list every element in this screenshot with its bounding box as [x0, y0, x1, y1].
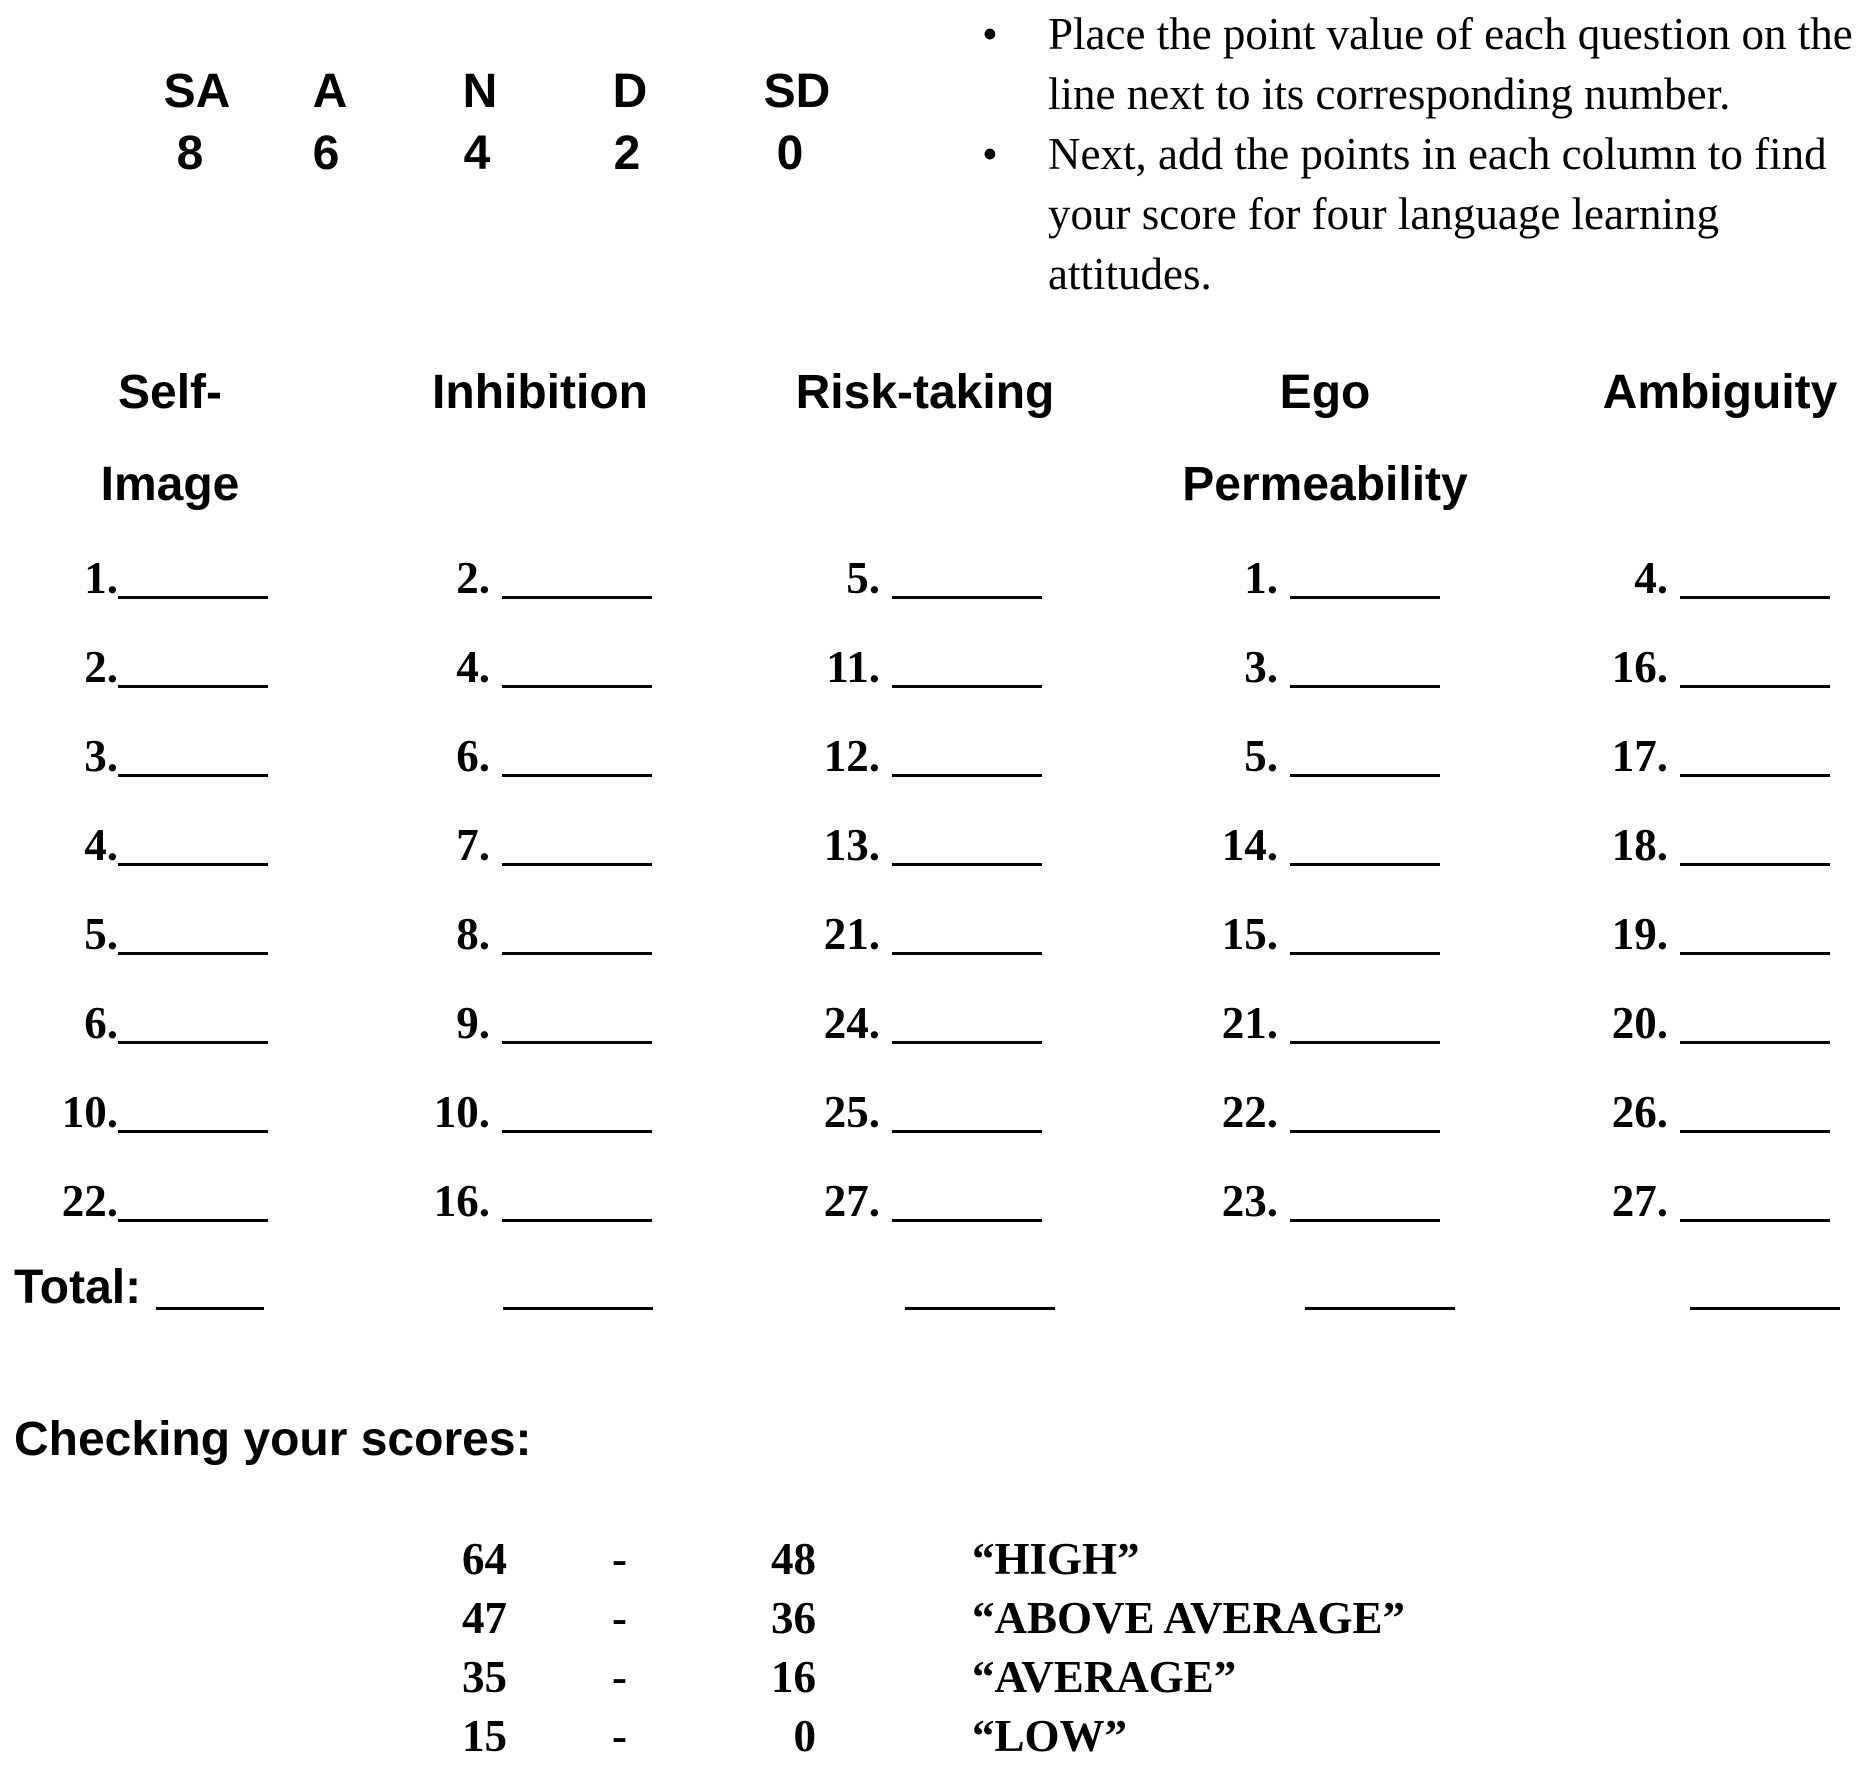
- range-dash: -: [612, 1534, 627, 1584]
- answer-blank[interactable]: [118, 1090, 268, 1133]
- answer-row-risk-taking: [800, 730, 1042, 782]
- range-low-value: 0: [793, 1711, 816, 1761]
- answer-row-ego-permeability: [1200, 819, 1440, 871]
- category-heading-ambiguity: [1570, 347, 1870, 439]
- answer-row-inhibition: [420, 730, 652, 782]
- answer-blank[interactable]: [502, 912, 652, 955]
- answer-blank[interactable]: [118, 1179, 268, 1222]
- answer-blank[interactable]: [892, 1090, 1042, 1133]
- question-number: 6.: [456, 731, 490, 781]
- answer-blank[interactable]: [118, 912, 268, 955]
- answer-blank[interactable]: [1680, 1179, 1830, 1222]
- total-blank-self-image[interactable]: [156, 1303, 264, 1310]
- answer-blank[interactable]: [118, 556, 268, 599]
- answer-row-ego-permeability: [1200, 1175, 1440, 1227]
- answer-row-risk-taking: [800, 1175, 1042, 1227]
- question-number: 16.: [433, 1176, 490, 1226]
- answer-row-ambiguity: [1590, 641, 1830, 693]
- answer-blank[interactable]: [892, 912, 1042, 955]
- scale-label-sa: SA: [163, 65, 231, 118]
- answer-blank[interactable]: [502, 734, 652, 777]
- question-number: 11.: [826, 642, 880, 692]
- checking-scores-title: Checking your scores:: [14, 1413, 532, 1466]
- category-heading-risk-taking: [770, 347, 1080, 439]
- category-heading-line1: Ego: [1279, 366, 1371, 419]
- total-blank-ambiguity[interactable]: [1690, 1303, 1840, 1310]
- total-blank-inhibition[interactable]: [503, 1303, 653, 1310]
- question-number: 1.: [1244, 553, 1278, 603]
- answer-row-inhibition: [420, 819, 652, 871]
- answer-blank[interactable]: [502, 556, 652, 599]
- scale-point-d: 2: [613, 127, 641, 180]
- answer-row-self-image: [60, 641, 268, 693]
- answer-row-risk-taking: [800, 819, 1042, 871]
- question-number: 24.: [823, 998, 880, 1048]
- answer-row-ego-permeability: [1200, 552, 1440, 604]
- category-heading-line1: Risk-taking: [795, 366, 1055, 419]
- answer-blank[interactable]: [892, 645, 1042, 688]
- question-number: 4.: [456, 642, 490, 692]
- question-number: 27.: [1611, 1176, 1668, 1226]
- answer-row-ambiguity: [1590, 819, 1830, 871]
- range-dash: -: [612, 1711, 627, 1761]
- instruction-text: Place the point value of each question on the line next to its corresponding number.: [1048, 9, 1853, 119]
- scale-point-a: 6: [312, 127, 340, 180]
- question-number: 4.: [1634, 553, 1668, 603]
- answer-row-inhibition: [420, 997, 652, 1049]
- answer-blank[interactable]: [502, 645, 652, 688]
- answer-blank[interactable]: [892, 823, 1042, 866]
- question-number: 7.: [456, 820, 490, 870]
- question-number: 10.: [433, 1087, 490, 1137]
- question-number: 5.: [846, 553, 880, 603]
- range-high-value: 64: [462, 1534, 507, 1584]
- answer-blank[interactable]: [892, 1179, 1042, 1222]
- answer-row-risk-taking: [800, 641, 1042, 693]
- category-heading-line1: Inhibition: [432, 366, 648, 419]
- answer-row-self-image: [60, 1175, 268, 1227]
- question-number: 19.: [1611, 909, 1668, 959]
- answer-blank[interactable]: [1680, 1001, 1830, 1044]
- scale-point-sa: 8: [176, 127, 204, 180]
- bullet-icon: •: [982, 9, 998, 59]
- range-high-value: 47: [462, 1593, 507, 1643]
- answer-blank[interactable]: [1290, 645, 1440, 688]
- question-number: 15.: [1221, 909, 1278, 959]
- instructions: [960, 4, 1871, 304]
- answer-row-risk-taking: [800, 1086, 1042, 1138]
- answer-blank[interactable]: [502, 1179, 652, 1222]
- answer-row-ego-permeability: [1200, 730, 1440, 782]
- answer-row-ambiguity: [1590, 1175, 1830, 1227]
- question-number: 22.: [61, 1176, 118, 1226]
- range-label: “LOW”: [972, 1711, 1128, 1761]
- total-blank-risk-taking[interactable]: [905, 1303, 1055, 1310]
- answer-row-risk-taking: [800, 908, 1042, 960]
- category-heading-self-image: [60, 347, 280, 531]
- answer-row-self-image: [60, 819, 268, 871]
- answer-blank[interactable]: [892, 556, 1042, 599]
- total-label: Total:: [14, 1261, 142, 1314]
- range-label: “HIGH”: [972, 1534, 1140, 1584]
- bullet-icon: •: [982, 129, 998, 179]
- question-number: 16.: [1611, 642, 1668, 692]
- answer-row-inhibition: [420, 1086, 652, 1138]
- instruction-text: Next, add the points in each column to find your score for four language learning attitudes.: [1048, 129, 1827, 299]
- range-dash: -: [612, 1652, 627, 1702]
- answer-row-self-image: [60, 1086, 268, 1138]
- category-heading-inhibition: [400, 347, 680, 439]
- answer-blank[interactable]: [1290, 823, 1440, 866]
- answer-blank[interactable]: [118, 1001, 268, 1044]
- question-number: 5.: [84, 909, 118, 959]
- answer-blank[interactable]: [118, 823, 268, 866]
- answer-blank[interactable]: [1290, 1001, 1440, 1044]
- answer-row-self-image: [60, 552, 268, 604]
- total-blank-ego-permeability[interactable]: [1305, 1303, 1455, 1310]
- answer-blank[interactable]: [1290, 556, 1440, 599]
- range-low-value: 36: [771, 1593, 816, 1643]
- answer-row-self-image: [60, 730, 268, 782]
- answer-row-inhibition: [420, 1175, 652, 1227]
- question-number: 27.: [823, 1176, 880, 1226]
- question-number: 21.: [1221, 998, 1278, 1048]
- category-heading-ego-permeability: [1150, 347, 1500, 531]
- question-number: 18.: [1611, 820, 1668, 870]
- range-low-value: 48: [771, 1534, 816, 1584]
- answer-row-ego-permeability: [1200, 1086, 1440, 1138]
- range-high-value: 15: [462, 1711, 507, 1761]
- question-number: 17.: [1611, 731, 1668, 781]
- question-number: 26.: [1611, 1087, 1668, 1137]
- question-number: 5.: [1244, 731, 1278, 781]
- question-number: 2.: [456, 553, 490, 603]
- answer-blank[interactable]: [1680, 823, 1830, 866]
- range-low-value: 16: [771, 1652, 816, 1702]
- question-number: 12.: [823, 731, 880, 781]
- question-number: 2.: [84, 642, 118, 692]
- question-number: 1.: [84, 553, 118, 603]
- answer-blank[interactable]: [1680, 1090, 1830, 1133]
- question-number: 9.: [456, 998, 490, 1048]
- question-number: 25.: [823, 1087, 880, 1137]
- instruction-item: [960, 124, 1871, 304]
- category-heading-line2: Image: [100, 458, 240, 511]
- question-number: 21.: [823, 909, 880, 959]
- scale-point-sd: 0: [776, 127, 804, 180]
- answer-blank[interactable]: [1680, 645, 1830, 688]
- answer-row-ambiguity: [1590, 552, 1830, 604]
- answer-row-ambiguity: [1590, 997, 1830, 1049]
- answer-blank[interactable]: [118, 645, 268, 688]
- question-number: 6.: [84, 998, 118, 1048]
- question-number: 14.: [1221, 820, 1278, 870]
- scale-label-d: D: [612, 65, 648, 118]
- answer-row-self-image: [60, 997, 268, 1049]
- answer-row-ego-permeability: [1200, 908, 1440, 960]
- scale-point-n: 4: [463, 127, 491, 180]
- answer-row-inhibition: [420, 908, 652, 960]
- range-label: “ABOVE AVERAGE”: [972, 1593, 1406, 1643]
- question-number: 13.: [823, 820, 880, 870]
- question-number: 22.: [1221, 1087, 1278, 1137]
- answer-row-ego-permeability: [1200, 997, 1440, 1049]
- answer-blank[interactable]: [892, 1001, 1042, 1044]
- answer-blank[interactable]: [1290, 1179, 1440, 1222]
- answer-blank[interactable]: [502, 823, 652, 866]
- answer-blank[interactable]: [1290, 912, 1440, 955]
- answer-row-inhibition: [420, 552, 652, 604]
- answer-row-risk-taking: [800, 997, 1042, 1049]
- scale-label-a: A: [312, 65, 348, 118]
- category-heading-line1: Ambiguity: [1602, 366, 1838, 419]
- question-number: 4.: [84, 820, 118, 870]
- answer-blank[interactable]: [502, 1090, 652, 1133]
- answer-blank[interactable]: [1290, 734, 1440, 777]
- category-heading-line1: Self-: [117, 366, 222, 419]
- question-number: 8.: [456, 909, 490, 959]
- answer-row-self-image: [60, 908, 268, 960]
- question-number: 3.: [84, 731, 118, 781]
- instruction-item: [960, 4, 1871, 124]
- question-number: 20.: [1611, 998, 1668, 1048]
- range-high-value: 35: [462, 1652, 507, 1702]
- question-number: 3.: [1244, 642, 1278, 692]
- answer-blank[interactable]: [1680, 912, 1830, 955]
- question-number: 23.: [1221, 1176, 1278, 1226]
- scale-label-n: N: [462, 65, 498, 118]
- answer-blank[interactable]: [892, 734, 1042, 777]
- scale-label-sd: SD: [763, 65, 831, 118]
- answer-blank[interactable]: [118, 734, 268, 777]
- answer-blank[interactable]: [502, 1001, 652, 1044]
- answer-row-ambiguity: [1590, 908, 1830, 960]
- answer-row-ego-permeability: [1200, 641, 1440, 693]
- answer-row-ambiguity: [1590, 1086, 1830, 1138]
- answer-row-ambiguity: [1590, 730, 1830, 782]
- question-number: 10.: [61, 1087, 118, 1137]
- answer-blank[interactable]: [1680, 556, 1830, 599]
- answer-blank[interactable]: [1680, 734, 1830, 777]
- category-heading-line2: Permeability: [1182, 458, 1468, 511]
- range-label: “AVERAGE”: [972, 1652, 1237, 1702]
- range-dash: -: [612, 1593, 627, 1643]
- answer-blank[interactable]: [1290, 1090, 1440, 1133]
- answer-row-inhibition: [420, 641, 652, 693]
- answer-row-risk-taking: [800, 552, 1042, 604]
